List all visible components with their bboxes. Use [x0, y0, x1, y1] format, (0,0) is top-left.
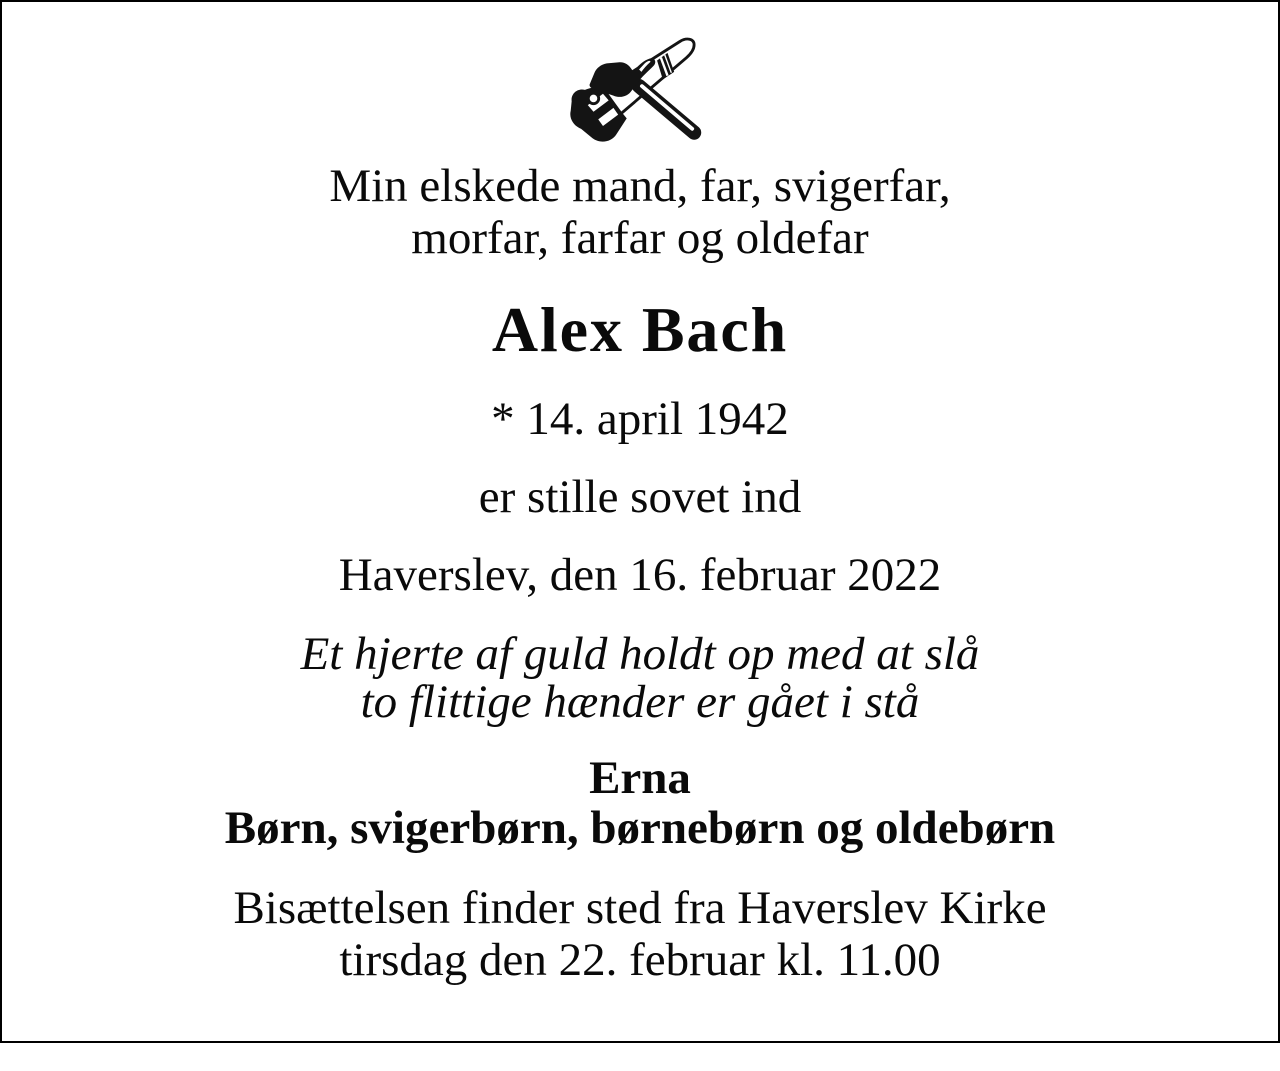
- relation-intro-line-1: Min elskede mand, far, svigerfar,: [329, 160, 951, 212]
- place-and-date: Haverslev, den 16. februar 2022: [338, 549, 942, 601]
- death-statement: er stille sovet ind: [478, 471, 802, 523]
- obituary-notice: [2, 32, 1278, 1071]
- ceremony-line-2: tirsdag den 22. februar kl. 11.00: [339, 934, 941, 986]
- signature-family: Børn, svigerbørn, børnebørn og oldebørn: [224, 802, 1056, 854]
- signatures: [2, 753, 1278, 853]
- memorial-verse-line-1: Et hjerte af guld holdt op med at slå: [300, 628, 980, 680]
- deceased-name: Alex Bach: [491, 294, 789, 365]
- ceremony-details: [2, 882, 1278, 986]
- memorial-verse: [2, 630, 1278, 726]
- relation-intro: [2, 160, 1278, 264]
- hammer-and-saw-icon: [2, 32, 1278, 144]
- birth-date-line: * 14. april 1942: [491, 393, 789, 445]
- ceremony-line-1: Bisættelsen finder sted fra Haverslev Kirke: [233, 882, 1047, 934]
- signature-spouse: Erna: [589, 752, 691, 804]
- relation-intro-line-2: morfar, farfar og oldefar: [411, 212, 869, 264]
- memorial-verse-line-2: to flittige hænder er gået i stå: [360, 676, 920, 728]
